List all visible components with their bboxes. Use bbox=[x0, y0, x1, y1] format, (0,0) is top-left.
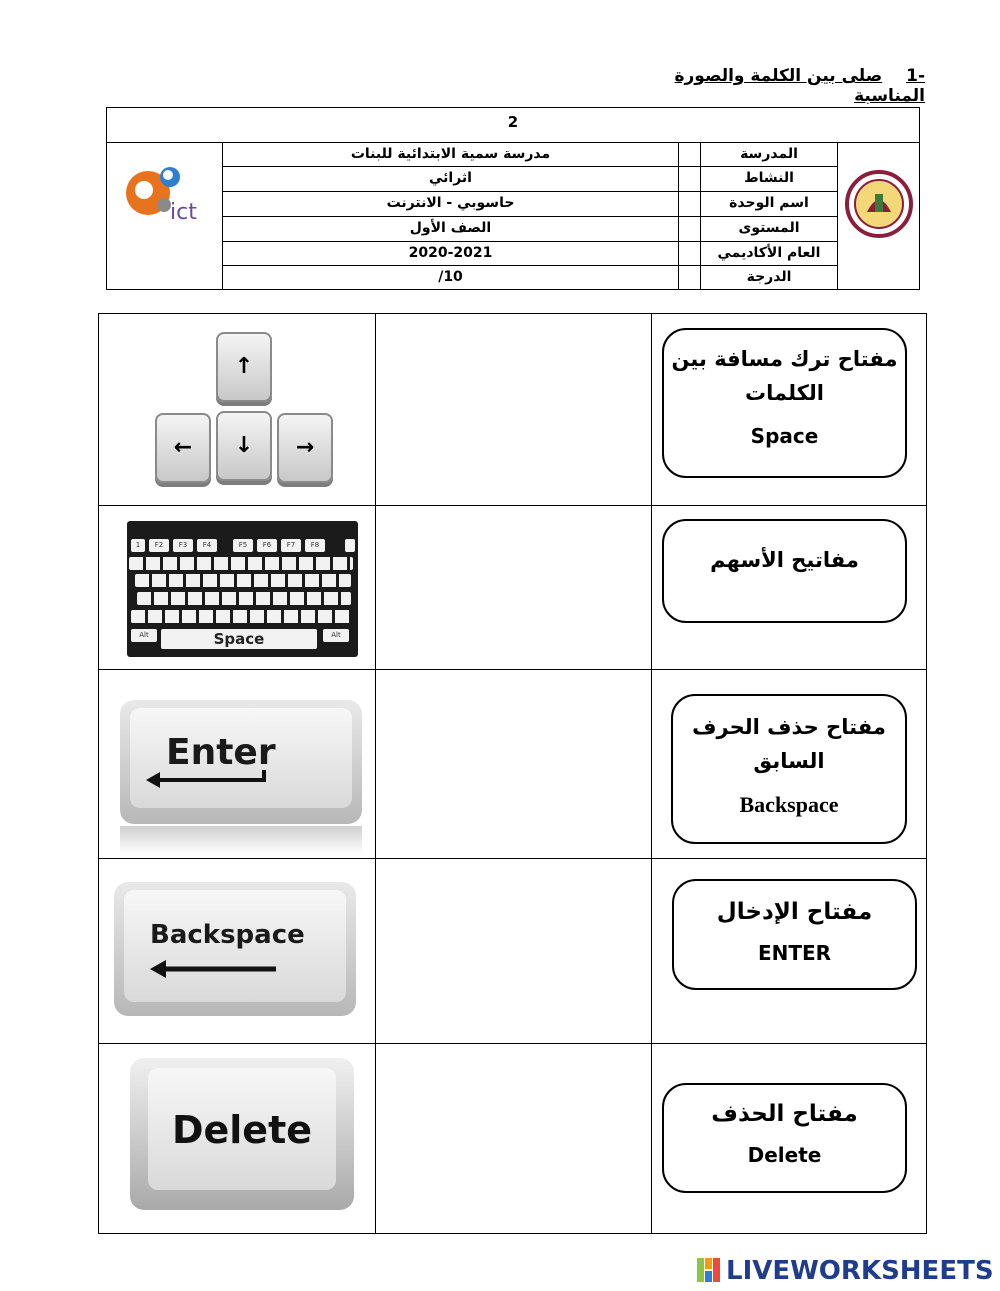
down-arrow-key[interactable] bbox=[216, 411, 272, 481]
ict-logo bbox=[122, 163, 212, 228]
level-value: الصف الأول bbox=[409, 220, 492, 236]
enter-key-image bbox=[120, 700, 362, 824]
card-enter-english: ENTER bbox=[757, 941, 832, 965]
card-space-arabic: مفتاح ترك مسافة بين الكلمات bbox=[671, 347, 898, 405]
unit-value: حاسوبي - الانترنت bbox=[386, 195, 515, 211]
arrow-left-icon: ← bbox=[173, 435, 193, 460]
card-space[interactable] bbox=[662, 328, 907, 478]
card-backspace[interactable] bbox=[671, 694, 907, 844]
enter-key-label: Enter bbox=[166, 732, 276, 773]
right-arrow-key[interactable] bbox=[277, 413, 333, 483]
backspace-key-label: Backspace bbox=[150, 920, 305, 950]
school-value: مدرسة سمية الابتدائية للبنات bbox=[350, 146, 551, 162]
info-table bbox=[106, 107, 920, 290]
liveworksheets-logo-icon bbox=[697, 1258, 721, 1282]
enter-arrow-icon bbox=[144, 766, 274, 794]
delete-key-image bbox=[130, 1058, 354, 1210]
question-text: صلى بين الكلمة والصورة المناسبة bbox=[674, 66, 925, 106]
ict-logo-text: ict bbox=[170, 200, 197, 225]
card-enter[interactable] bbox=[672, 879, 917, 990]
year-label: العام الأكاديمي bbox=[717, 245, 821, 261]
backspace-arrow-icon bbox=[148, 958, 280, 980]
ministry-emblem bbox=[839, 168, 919, 238]
liveworksheets-brand: LIVEWORKSHEETS bbox=[726, 1256, 994, 1286]
card-backspace-english: Backspace bbox=[739, 792, 839, 817]
question-number: -1 bbox=[906, 66, 925, 86]
grade-label: الدرجة bbox=[746, 269, 792, 285]
up-arrow-key[interactable] bbox=[216, 332, 272, 402]
card-delete-arabic: مفتاح الحذف bbox=[711, 1101, 858, 1127]
card-space-english: Space bbox=[750, 424, 819, 448]
card-enter-arabic: مفتاح الإدخال bbox=[716, 899, 873, 925]
year-value: 2020-2021 bbox=[408, 245, 493, 261]
activity-label: النشاط bbox=[744, 170, 794, 186]
space-key-label: Space bbox=[161, 629, 317, 649]
card-arrows[interactable] bbox=[662, 519, 907, 623]
arrow-up-icon: ↑ bbox=[234, 354, 254, 379]
level-label: المستوى bbox=[738, 220, 800, 236]
question-heading bbox=[600, 66, 925, 106]
card-delete[interactable] bbox=[662, 1083, 907, 1193]
left-arrow-key[interactable] bbox=[155, 413, 211, 483]
card-backspace-arabic: مفتاح حذف الحرف السابق bbox=[692, 715, 886, 773]
arrow-right-icon: → bbox=[295, 435, 315, 460]
sheet-number: 2 bbox=[107, 108, 919, 143]
school-label: المدرسة bbox=[740, 146, 798, 162]
unit-label: اسم الوحدة bbox=[729, 195, 809, 211]
activity-value: اثرائي bbox=[429, 170, 472, 186]
keyboard-image: 1 F2 F3 F4 F5 F6 F7 F8 Alt Space Alt bbox=[127, 521, 358, 657]
delete-key-label: Delete bbox=[171, 1108, 313, 1152]
arrow-down-icon: ↓ bbox=[234, 433, 254, 458]
backspace-key-image bbox=[114, 882, 356, 1016]
card-delete-english: Delete bbox=[747, 1143, 822, 1167]
grade-value: 10/ bbox=[438, 269, 463, 285]
card-arrows-arabic: مفاتيح الأسهم bbox=[710, 548, 859, 572]
